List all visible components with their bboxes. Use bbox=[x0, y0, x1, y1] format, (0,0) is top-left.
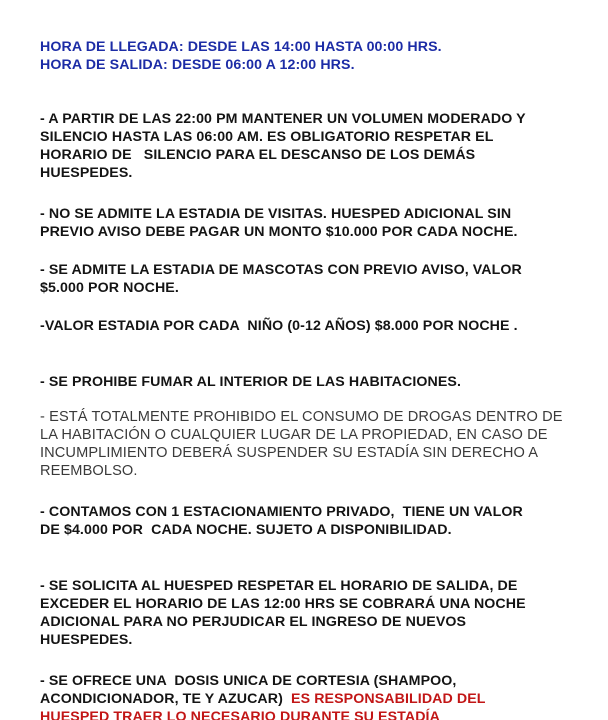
rule-line: - A PARTIR DE LAS 22:00 PM MANTENER UN VOLUMEN MODERADO Y bbox=[40, 111, 526, 127]
rule-drugs bbox=[40, 408, 580, 480]
rule-line: - NO SE ADMITE LA ESTADIA DE VISITAS. HUESPED ADICIONAL SIN bbox=[40, 206, 512, 222]
checkout-time: HORA DE SALIDA: DESDE 06:00 A 12:00 HRS. bbox=[40, 57, 355, 73]
rule-line: HUESPEDES. bbox=[40, 632, 133, 648]
rule-pets bbox=[40, 261, 580, 297]
rule-line: LA HABITACIÓN O CUALQUIER LUGAR DE LA PROPIEDAD, EN CASO DE bbox=[40, 427, 548, 443]
courtesy-items-text: ACONDICIONADOR, TE Y AZUCAR) bbox=[40, 691, 292, 707]
rule-checkout-time bbox=[40, 577, 580, 649]
rule-line: - SE PROHIBE FUMAR AL INTERIOR DE LAS HABITACIONES. bbox=[40, 374, 462, 390]
rule-line: - ESTÁ TOTALMENTE PROHIBIDO EL CONSUMO DE DROGAS DENTRO DE bbox=[40, 409, 563, 425]
rule-line: $5.000 POR NOCHE. bbox=[40, 280, 179, 296]
schedule-section bbox=[40, 38, 580, 74]
rule-courtesy bbox=[40, 672, 580, 720]
rule-line: EXCEDER EL HORARIO DE LAS 12:00 HRS SE COBRARÁ UNA NOCHE bbox=[40, 596, 526, 612]
rule-line: PREVIO AVISO DEBE PAGAR UN MONTO $10.000 POR CADA NOCHE. bbox=[40, 224, 518, 240]
rule-line-mixed bbox=[40, 690, 580, 708]
rule-line: - SE SOLICITA AL HUESPED RESPETAR EL HORARIO DE SALIDA, DE bbox=[40, 578, 518, 594]
rule-line: -VALOR ESTADIA POR CADA NIÑO (0-12 AÑOS) $8.000 POR NOCHE . bbox=[40, 318, 518, 334]
rule-line: ADICIONAL PARA NO PERJUDICAR EL INGRESO DE NUEVOS bbox=[40, 614, 467, 630]
checkin-time: HORA DE LLEGADA: DESDE LAS 14:00 HASTA 00:00 HRS. bbox=[40, 39, 442, 55]
responsibility-warning-continued: HUESPED TRAER LO NECESARIO DURANTE SU ESTADÍA bbox=[40, 709, 440, 720]
rule-line: HORARIO DE SILENCIO PARA EL DESCANSO DE LOS DEMÁS bbox=[40, 147, 476, 163]
rule-line: REEMBOLSO. bbox=[40, 463, 138, 479]
rule-smoking bbox=[40, 373, 580, 391]
rule-parking bbox=[40, 503, 580, 539]
rule-line: DE $4.000 POR CADA NOCHE. SUJETO A DISPONIBILIDAD. bbox=[40, 522, 452, 538]
responsibility-warning: ES RESPONSABILIDAD DEL bbox=[291, 691, 486, 707]
rule-visits bbox=[40, 205, 580, 241]
rule-line: - CONTAMOS CON 1 ESTACIONAMIENTO PRIVADO, TIENE UN VALOR bbox=[40, 504, 523, 520]
rule-silence bbox=[40, 110, 580, 182]
rule-line: - SE ADMITE LA ESTADIA DE MASCOTAS CON PREVIO AVISO, VALOR bbox=[40, 262, 522, 278]
rule-children bbox=[40, 317, 580, 335]
rule-line: SILENCIO HASTA LAS 06:00 AM. ES OBLIGATORIO RESPETAR EL bbox=[40, 129, 494, 145]
rule-line: HUESPEDES. bbox=[40, 165, 133, 181]
rule-line: - SE OFRECE UNA DOSIS UNICA DE CORTESIA (SHAMPOO, bbox=[40, 673, 457, 689]
rule-line: INCUMPLIMIENTO DEBERÁ SUSPENDER SU ESTADÍA SIN DERECHO A bbox=[40, 445, 539, 461]
